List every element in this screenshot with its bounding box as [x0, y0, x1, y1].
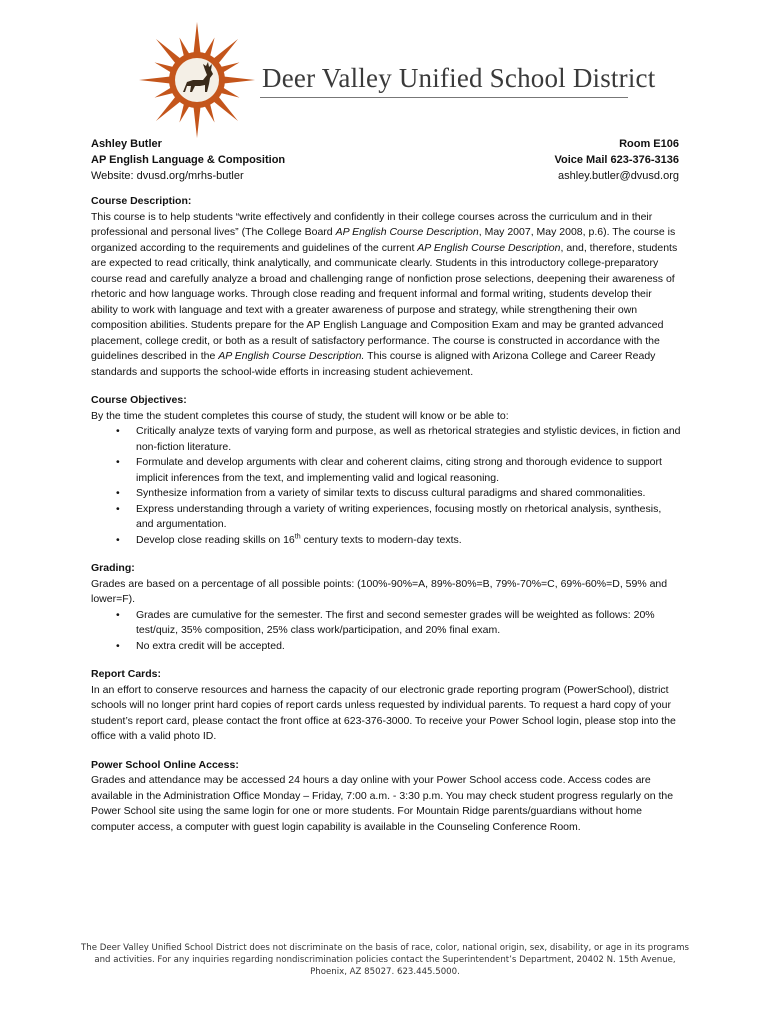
description-text-part: , May 2007, May 2008, p.6). The course is organized according to the requirements and guidelines of the current [91, 226, 676, 254]
description-text-part: This course is to help students “write effectively and confidently in their college courses across the curriculum and in their professional and personal lives” (The College Board [91, 210, 653, 238]
voicemail: Voice Mail 623-376-3136 [554, 154, 679, 166]
course-description-heading: Course Description: [91, 195, 192, 207]
description-citation: AP English Course Description [335, 226, 479, 238]
course-objectives-intro: By the time the student completes this course of study, the student will know or be able to: [91, 409, 509, 422]
course-objectives-heading: Course Objectives: [91, 394, 187, 406]
nondiscrimination-footer: The Deer Valley Unified School District does not discriminate on the basis of race, color, national origin, sex, disability, or age in its programs and activities. For any inquiries regarding nondiscrimination policies contact the Superintendent’s Department, 20402 N. 15th Avenue, Phoenix, AZ 85027. 623.445.5000. [81, 943, 689, 977]
grading-section [91, 561, 681, 654]
list-item: • Synthesize information from a variety of similar texts to discuss cultural paradigms and shared commonalities. [136, 486, 681, 502]
syllabus-content [91, 194, 681, 848]
power-school-heading: Power School Online Access: [91, 758, 239, 771]
list-item: • Grades are cumulative for the semester. The first and second semester grades will be weighted as follows: 20% test/quiz, 35% composition, 25% class work/participation, and 20% final exam. [136, 608, 681, 639]
list-item: • Express understanding through a variety of writing experiences, focusing mostly on rhetorical analysis, synthesis, and argumentation. [136, 502, 681, 533]
description-text-part: , and, therefore, students are expected to read critically, think analytically, and communicate clearly. Students in this introductory college-preparatory course read and carefully analyze a broad and challenging range of nonfiction prose selections, deepening their awareness of rhetoric and how language works. Through close reading and frequent informal and formal writing, students develop their ability to work with language and text with a greater awareness of purpose and strategy, while strengthening their own composition abilities. Students prepare for the AP English Language and Composition Exam and may be granted advanced placement, college credit, or both as a result of satisfactory performance. The course is constructed in accordance with the guidelines described in the [91, 241, 678, 362]
list-item-text: century texts to modern-day texts. [300, 533, 462, 546]
power-school-section [91, 758, 681, 836]
report-cards-section [91, 667, 681, 745]
power-school-text: Grades and attendance may be accessed 24 hours a day online with your Power School access code. Access codes are available in the Administration Office Monday – Friday, 7:00 a.m. - 3:30 p.m. You may check student progress regularly on the Power School site using the same login for one or more students. For Mountain Ridge parents/guardians without home computer access, a computer with guest login capability is available in the Counseling Conference Room. [91, 774, 674, 833]
course-title: AP English Language & Composition [91, 154, 286, 166]
description-citation: AP English Course Description. [218, 350, 365, 362]
description-citation: AP English Course Description [417, 241, 561, 254]
contact-left [91, 136, 285, 184]
list-item [136, 533, 681, 549]
ordinal-suffix: th [294, 533, 301, 540]
contact-right [554, 136, 679, 184]
room-number: Room E106 [619, 138, 679, 150]
objectives-list [91, 424, 681, 548]
report-cards-text: In an effort to conserve resources and harness the capacity of our electronic grade reporting program (PowerSchool), district schools will no longer print hard copies of report cards unless requested by individual parents. To request a hard copy of your student’s report card, please contact the front office at 623-376-3000. To receive your Power School login, please stop into the office with a valid photo ID. [91, 683, 676, 742]
district-name: Deer Valley Unified School District [262, 63, 656, 93]
grading-list [91, 608, 681, 655]
email-link[interactable]: ashley.butler@dvusd.org [557, 170, 679, 182]
sun-with-deer-icon [137, 20, 257, 140]
course-objectives-section [91, 393, 681, 548]
report-cards-heading: Report Cards: [91, 668, 162, 680]
course-description-text [91, 210, 681, 381]
list-item: • Critically analyze texts of varying form and purpose, as well as rhetorical strategies and stylistic devices, in fiction and non-fiction literature. [136, 424, 681, 455]
grading-intro: Grades are based on a percentage of all possible points: (100%-90%=A, 89%-80%=B, 79%-70%=C, 69%-60%=D, 59% and lower=F). [91, 577, 668, 605]
list-item: • Formulate and develop arguments with clear and coherent claims, citing strong and thorough evidence to support implicit inferences from the text, and implementing valid and logical reasoning. [136, 455, 681, 486]
course-description-section [91, 194, 681, 380]
header-divider [260, 97, 628, 98]
teacher-name: Ashley Butler [91, 138, 162, 150]
grading-heading: Grading: [91, 562, 135, 574]
list-item-text: Develop close reading skills on 16 [136, 533, 295, 546]
description-text-part: This course is aligned with Arizona College and Career Ready standards and supports the school-wide efforts in increasing student achievement. [91, 350, 656, 378]
website-link[interactable]: Website: dvusd.org/mrhs-butler [91, 170, 244, 182]
list-item: • No extra credit will be accepted. [136, 639, 681, 655]
